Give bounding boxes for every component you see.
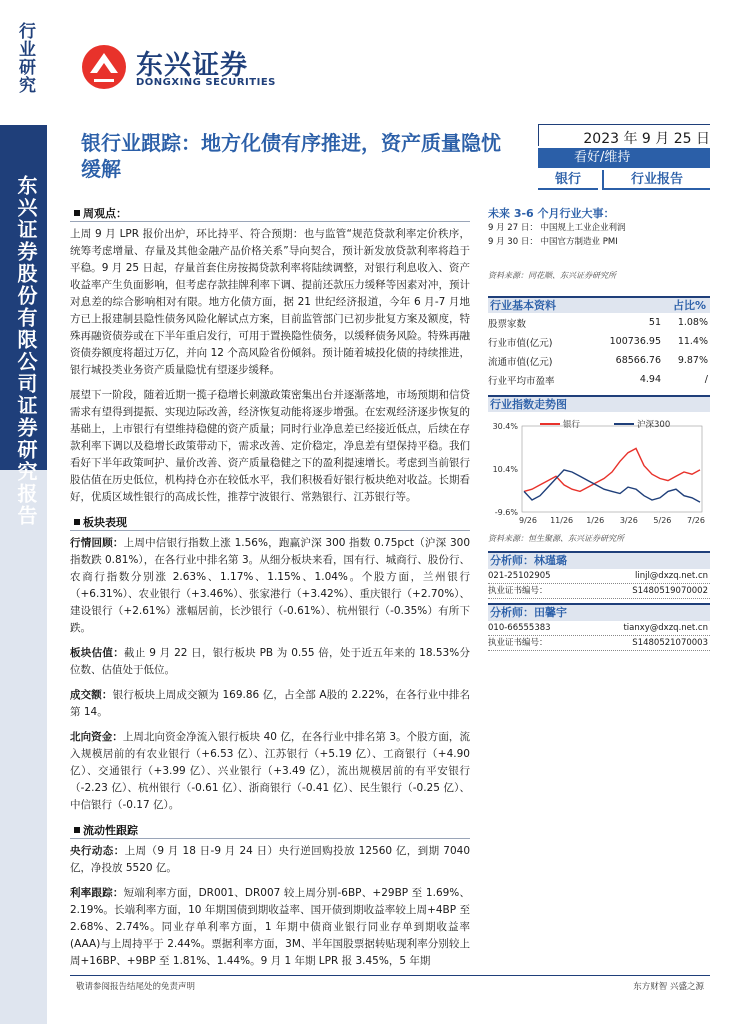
y-tick-label: 30.4%	[492, 422, 518, 431]
plot-frame	[522, 426, 702, 512]
chart-source: 资料来源：恒生聚源、东兴证券研究所	[488, 534, 624, 543]
market-review-paragraph: 行情回顾：上周中信银行指数上涨 1.56%，跑赢沪深 300 指数 0.75pct（沪深 300 指数跌 0.81%），在各行业中排名第 3。从细分板块来看，国有行、城商行、股份行、农商行指数分别涨 2.63%、1.17%、1.15%、1.04%。个股方面，兰州银行（+6.31%）、农业银行（+3.46%）、张家港行（+3.42%）、重庆银行（+2.70%）、建设银行（+2.61%）涨幅居前，长沙银行（-0.61%）、杭州银行（-0.35%）有所下跌。	[70, 537, 471, 634]
events-source: 资料来源：同花顺、东兴证券研究所	[488, 271, 616, 280]
x-tick-label: 11/26	[550, 516, 574, 525]
event-item: 9 月 27 日： 中国规上工业企业利润	[488, 223, 626, 233]
summary-paragraph-1: 上周 9 月 LPR 报价出炉，环比持平、符合预期：也与监管“规范贷款利率定价秩序，统筹考虑增量、存量及其他金融产品价格关系”导向契合，预计新发放贷款利率将趋于平稳。9 月 25 日起，存量首套住房按揭贷款利率将陆续调整，对银行利息收入、资产收益率产生负面影响，但考虑存款挂牌利率下调、提前还款压力缓释等因素对冲，预计对息差的综合影响相对有限。地方化债方面，据 21 世纪经济报道，今年 6 月-7 月地方已上报建制县隐性债务风险化解试点方案，目前监管部门已初步批复方案及额度，特殊再融资债券或在下半年重启发行，可用于置换隐性债务，以缓释债务风险。特殊再融资债券额度将超过万亿，并向 12 个高风险省份倾斜。预计随着城投化债的持续推进，银行城投类业务资产质量隐忧有望逐步缓释。	[70, 228, 470, 376]
index-trend-head: 行业指数走势图	[488, 395, 710, 412]
analyst-1-head: 分析师：林瑾璐	[488, 551, 710, 569]
table-row: 流通市值(亿元) 68566.76 9.87%	[488, 355, 708, 368]
section-head-liquidity: 流动性跟踪	[70, 822, 470, 839]
index-trend-chart	[488, 412, 710, 532]
table-row: 股票家数 51 1.08%	[488, 317, 708, 330]
report-date: 2023 年 9 月 25 日	[583, 131, 710, 147]
x-tick-label: 5/26	[653, 516, 672, 525]
table-row: 行业平均市盈率 4.94 /	[488, 374, 708, 387]
footer-slogan: 东方财智 兴盛之源	[633, 982, 704, 992]
analyst-2-cert: 执业证书编号： S1480521070003	[488, 636, 710, 651]
x-tick-label: 9/26	[519, 516, 537, 525]
summary-paragraph-2: 展望下一阶段，随着近期一揽子稳增长刺激政策密集出台并逐渐落地，市场预期和信贷需求有望得到提振、实现边际改善，经济恢复动能将逐步增强。在宏观经济逐步恢复的基础上，上市银行有望维持稳健的资产质量；同时行业净息差已经接近低点，后续在存款利率下调以及稳增长政策带动下，需求改善、定价稳定，净息差有望保持平稳。我们看好下半年政策呵护、量价改善、资产质量稳健之下的盈利提速增长。考虑到当前银行股估值在历史低位，机构持仓亦在较低水平，我们积极看好银行板块绝对收益。长期看好，优质区域性银行的高成长性，推荐宁波银行、常熟银行、江苏银行等。	[70, 389, 470, 503]
legend-label: 沪深300	[637, 420, 671, 430]
basic-info-table	[488, 313, 710, 389]
x-tick-label: 3/26	[619, 516, 638, 525]
y-tick-label: -9.6%	[494, 508, 518, 517]
date-rating-box	[538, 124, 710, 188]
logo-text-en: DONGXING SECURITIES	[136, 77, 276, 88]
table-row: 行业市值(亿元) 100736.95 11.4%	[488, 336, 708, 349]
analyst-2-contact: 010-66555383 tianxy@dxzq.net.cn	[488, 621, 710, 636]
firm-report-label: 东兴证券股份有限公司证券研究报告	[14, 175, 38, 527]
legend-label: 银行	[563, 420, 581, 430]
tag-report-type: 行业报告	[602, 170, 710, 190]
basic-info-head: 行业基本资料 占比%	[488, 296, 710, 313]
analyst-1-cert: 执业证书编号： S1480519070002	[488, 584, 710, 599]
tag-row	[538, 170, 710, 190]
logo-mark-icon	[80, 43, 128, 91]
central-bank-paragraph: 央行动态：上周（9 月 18 日-9 月 24 日）央行逆回购投放 12560 亿，到期 7040 亿，净投放 5520 亿。	[70, 845, 470, 874]
page-footer	[70, 975, 710, 995]
valuation-paragraph: 板块估值：截止 9 月 22 日，银行板块 PB 为 0.55 倍，处于近五年来的 18.53%分位数、估值处于低位。	[70, 647, 471, 676]
volume-paragraph: 成交额：银行板块上周成交额为 169.86 亿，占全部 A股的 2.22%，在各行业中排名第 14。	[70, 689, 470, 718]
footer-disclaimer: 敬请参阅报告结尾处的免责声明	[76, 982, 196, 992]
event-item: 9 月 30 日： 中国官方制造业 PMI	[488, 237, 618, 247]
report-title: 银行业跟踪：地方化债有序推进，资产质量隐忧缓解	[81, 131, 501, 181]
section-head-board: 板块表现	[70, 514, 470, 531]
section-head-summary: 周观点：	[70, 205, 470, 222]
analyst-2-head: 分析师：田馨宇	[488, 603, 710, 621]
analyst-1-contact: 021-25102905 linjl@dxzq.net.cn	[488, 569, 710, 584]
logo-text-cn: 东兴证券	[136, 50, 248, 81]
rate-tracking-paragraph: 利率跟踪：短端利率方面，DR001、DR007 较上周分别-6BP、+29BP 至 1.69%、2.19%。长端利率方面，10 年期国债到期收益率、国开债到期收益率较上周+4BP 至 2.68%、2.74%。同业存单利率方面，1 年期中债商业银行同业存单到期收益率(AAA)与上周持平于 2.44%。票据利率方面，3M、半年国股票据转贴现利率分别较上周+16BP、+9BP 至 1.81%、1.44%。9 月 1 年期 LPR 报 3.45%，5 年期	[70, 887, 470, 967]
x-tick-label: 7/26	[687, 516, 705, 525]
northbound-paragraph: 北向资金：上周北向资金净流入银行板块 40 亿，在各行业中排名第 3。个股方面，流入规模居前的有农业银行（+6.53 亿）、江苏银行（+5.19 亿）、工商银行（+4.90 亿）、交通银行（+3.99 亿）、兴业银行（+3.49 亿），流出规模居前的有平安银行（-2.23 亿）、杭州银行（-0.61 亿）、浙商银行（-0.41 亿）、民生银行（-0.25 亿）、中信银行（-0.17 亿）。	[70, 731, 470, 811]
main-column	[70, 205, 470, 978]
chart-svg	[488, 412, 710, 532]
y-tick-label: 10.4%	[492, 465, 518, 474]
category-label: 行业研究	[15, 22, 35, 94]
firm-logo	[80, 43, 300, 93]
series-line-csi300	[524, 470, 700, 502]
rating-badge: 看好/维持	[538, 148, 710, 168]
right-column	[488, 205, 710, 651]
tag-industry: 银行	[538, 170, 598, 190]
x-tick-label: 1/26	[586, 516, 605, 525]
events-head: 未来 3-6 个月行业大事：	[488, 207, 615, 220]
